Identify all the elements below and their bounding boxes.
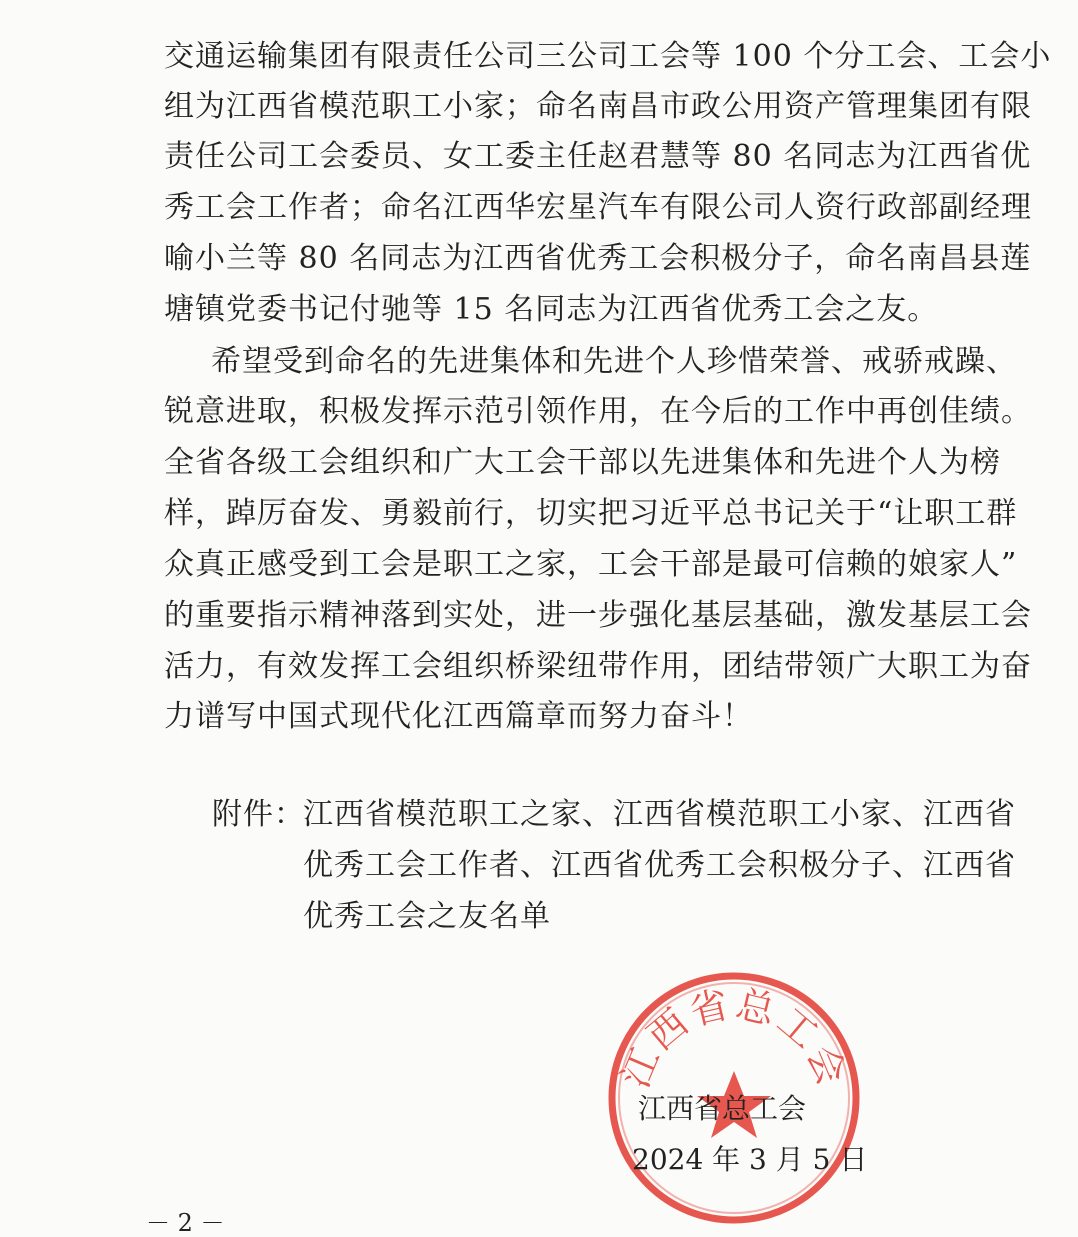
paragraph-2-line-3: 全省各级工会组织和广大工会干部以先进集体和先进个人为榜 (164, 445, 1001, 480)
paragraph-1-line-3: 责任公司工会委员、女工委主任赵君慧等 80 名同志为江西省优 (164, 139, 1032, 174)
page-number: － 2 － (146, 1209, 225, 1237)
attachment-line-1: 江西省模范职工之家、江西省模范职工小家、江西省 (303, 797, 1016, 832)
paragraph-2-line-5: 众真正感受到工会是职工之家，工会干部是最可信赖的娘家人” (164, 547, 1018, 582)
seal-text: 江西省总工会 (612, 981, 856, 1094)
paragraph-2-line-1: 希望受到命名的先进集体和先进个人珍惜荣誉、戒骄戒躁、 (211, 344, 1017, 379)
paragraph-1-line-1: 交通运输集团有限责任公司三公司工会等 100 个分工会、工会小 (164, 39, 1052, 74)
attachment-line-2: 优秀工会工作者、江西省优秀工会积极分子、江西省 (303, 848, 1016, 883)
attachment-label: 附件： (212, 797, 305, 832)
paragraph-1-line-6: 塘镇党委书记付驰等 15 名同志为江西省优秀工会之友。 (164, 292, 939, 327)
paragraph-2-line-6: 的重要指示精神落到实处，进一步强化基层基础，激发基层工会 (164, 598, 1032, 633)
paragraph-1-line-5: 喻小兰等 80 名同志为江西省优秀工会积极分子，命名南昌县莲 (164, 241, 1032, 276)
paragraph-2-line-8: 力谱写中国式现代化江西篇章而努力奋斗！ (164, 699, 753, 734)
paragraph-2-line-7: 活力，有效发挥工会组织桥梁纽带作用，团结带领广大职工为奋 (164, 649, 1032, 684)
issue-date: 2024 年 3 月 5 日 (632, 1143, 868, 1176)
signature-organization: 江西省总工会 (638, 1092, 807, 1125)
paragraph-1-line-2: 组为江西省模范职工小家；命名南昌市政公用资产管理集团有限 (164, 89, 1032, 124)
paragraph-2-line-4: 样，踔厉奋发、勇毅前行，切实把习近平总书记关于“让职工群 (164, 496, 1018, 531)
attachment-line-3: 优秀工会之友名单 (303, 899, 551, 934)
paragraph-1-line-4: 秀工会工作者；命名江西华宏星汽车有限公司人资行政部副经理 (164, 190, 1032, 225)
paragraph-2-line-2: 锐意进取，积极发挥示范引领作用，在今后的工作中再创佳绩。 (164, 394, 1032, 429)
